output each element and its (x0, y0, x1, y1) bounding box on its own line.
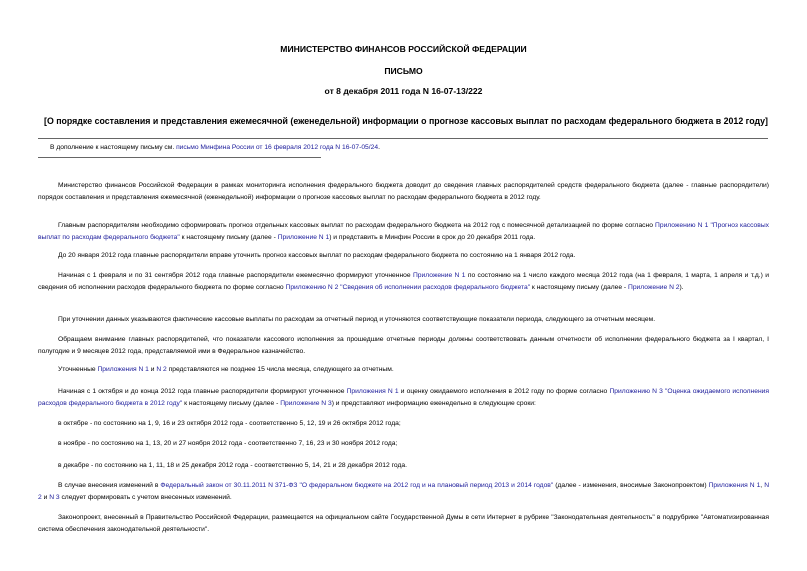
paragraph-8 (38, 386, 769, 410)
p2-link-appendix-1[interactable]: Приложение N 1 (277, 234, 330, 241)
p12-text-5: следует формировать с учетом внесенных изменений. (59, 494, 232, 501)
p4-text-1: Начиная с 1 февраля и по 31 сентября 2012 года главные распорядители ежемесячно формируют уточненное (58, 272, 413, 279)
p8-link-appendix-3-full[interactable]: Приложению N 3 "Оценка ожидаемого исполнения расходов федерального бюджета в 2012 году" (38, 388, 770, 407)
p4-text-4: ). (679, 284, 684, 291)
p2-text-3: ) и представить в Минфин России в срок до 20 декабря 2011 года. (329, 234, 536, 241)
document-type: ПИСЬМО (384, 66, 423, 76)
document-date-number: от 8 декабря 2011 года N 16-07-13/222 (324, 86, 483, 96)
paragraph-12 (38, 480, 769, 504)
p12-link-federal-law[interactable]: Федеральный закон от 30.11.2011 N 371-ФЗ "О федеральном бюджете на 2012 год и на плановый период 2013 и 2014 годов" (160, 482, 554, 489)
p8-link-appendix-1[interactable]: Приложения N 1 (346, 388, 399, 395)
note-prefix: В дополнение к настоящему письму см. (50, 144, 177, 151)
paragraph-4 (38, 270, 769, 294)
paragraph-13: Законопроект, внесенный в Правительство Российской Федерации, размещается на официальном сайте Государственной Думы в сети Интернет в рубрике "Законодательная деятельность" в подрубрике "Автоматизированная система обеспечения законодательной деятельности". (38, 514, 769, 533)
p2-link-appendix-1-full[interactable]: Приложению N 1 "Прогноз кассовых выплат по расходам федерального бюджета" (38, 222, 769, 241)
p12-text-1: В случае внесения изменений в (58, 482, 161, 489)
p12-link-appendix-2[interactable]: N 2 (38, 482, 770, 501)
p12-text-2: (далее - изменения, вносимые Законопроектом) (553, 482, 709, 489)
p12-link-appendix-1[interactable]: Приложения N 1 (708, 482, 761, 489)
p7-link-appendix-2[interactable]: N 2 (156, 366, 167, 373)
paragraph-5: При уточнении данных указываются фактические кассовые выплаты по расходам за отчетный период и уточняются соответствующие показатели периода, следующего за отчетным месяцем. (58, 316, 656, 323)
p4-link-appendix-2-full[interactable]: Приложению N 2 "Сведения об исполнении расходов федерального бюджета" (285, 284, 531, 291)
p7-text-3: представляются не позднее 15 числа месяца, следующего за отчетным. (166, 366, 394, 373)
p4-text-2: по состоянию на 1 число каждого месяца 2012 года (на 1 февраля, 1 марта, 1 апреля и т.д.) и сведения об исполнении расходов федерального бюджета по форме согласно (38, 272, 769, 291)
p4-link-appendix-2[interactable]: Приложение N 2 (628, 284, 680, 291)
paragraph-7 (38, 364, 769, 376)
paragraph-3: До 20 января 2012 года главные распорядители вправе уточнить прогноз кассовых выплат по расходам федерального бюджета по состоянию на 1 января 2012 года. (58, 252, 576, 259)
paragraph-2 (38, 220, 769, 244)
note-divider (38, 157, 321, 158)
paragraph-6: Обращаем внимание главных распорядителей, что показатели кассового исполнения за прошедшие отчетные периоды должны соответствовать данным отчетности об исполнении федерального бюджета за I квартал, I полугодие и 9 месяцев 2012 года, представляемой ими в Федеральное казначейство. (38, 336, 769, 355)
note-link[interactable]: письмо Минфина России от 16 февраля 2012 года N 16-07-05/24 (176, 144, 379, 151)
p2-text-1: Главным распорядителям необходимо сформировать прогноз отдельных кассовых выплат по расходам федерального бюджета на 2012 год с помесячной детализацией по форме согласно (58, 222, 656, 229)
p12-text-4: и (41, 494, 50, 501)
p8-text-4: ) и представляют информацию еженедельно в следующие сроки: (331, 400, 536, 407)
p12-text-3: , (760, 482, 765, 489)
p7-text-1: Уточненные (58, 366, 98, 373)
p7-text-2: и (148, 366, 157, 373)
p8-text-2: и оценку ожидаемого исполнения в 2012 году по форме согласно (398, 388, 610, 395)
p4-text-3: к настоящему письму (далее - (530, 284, 629, 291)
p8-text-1: Начиная с 1 октября и до конца 2012 года главные распорядители формируют уточненное (58, 388, 347, 395)
p2-text-2: к настоящему письму (далее - (179, 234, 278, 241)
title-divider (38, 138, 768, 139)
paragraph-1: Министерство финансов Российской Федерации в рамках мониторинга исполнения федерального бюджета доводит до сведения главных распорядителей средств федерального бюджета (далее - главные распорядители) порядок составления и представления ежемесячной (еженедельной) информации о прогнозе кассовых выплат по расходам федерального бюджета в 2012 году. (38, 182, 769, 201)
p12-link-appendix-3[interactable]: N 3 (49, 494, 60, 501)
paragraph-10: в ноябре - по состоянию на 1, 13, 20 и 27 ноября 2012 года - соответственно 7, 16, 23 и 30 ноября 2012 года; (58, 440, 398, 447)
paragraph-9: в октябре - по состоянию на 1, 9, 16 и 23 октября 2012 года - соответственно 5, 12, 19 и 26 октября 2012 года; (58, 420, 401, 427)
p8-text-3: к настоящему письму (далее - (182, 400, 281, 407)
document-title: [О порядке составления и представления ежемесячной (еженедельной) информации о прогнозе кассовых выплат по расходам федерального бюджета в 2012 году] (44, 116, 768, 126)
p7-link-appendix-1[interactable]: Приложения N 1 (97, 366, 149, 373)
p4-link-appendix-1[interactable]: Приложение N 1 (412, 272, 466, 279)
p8-link-appendix-3[interactable]: Приложение N 3 (280, 400, 332, 407)
note-suffix: . (378, 144, 380, 151)
ministry-heading: МИНИСТЕРСТВО ФИНАНСОВ РОССИЙСКОЙ ФЕДЕРАЦИИ (280, 44, 527, 54)
paragraph-11: в декабре - по состоянию на 1, 11, 18 и 25 декабря 2012 года - соответственно 5, 14, 21 и 28 декабря 2012 года. (58, 462, 407, 469)
editorial-note (50, 144, 380, 151)
